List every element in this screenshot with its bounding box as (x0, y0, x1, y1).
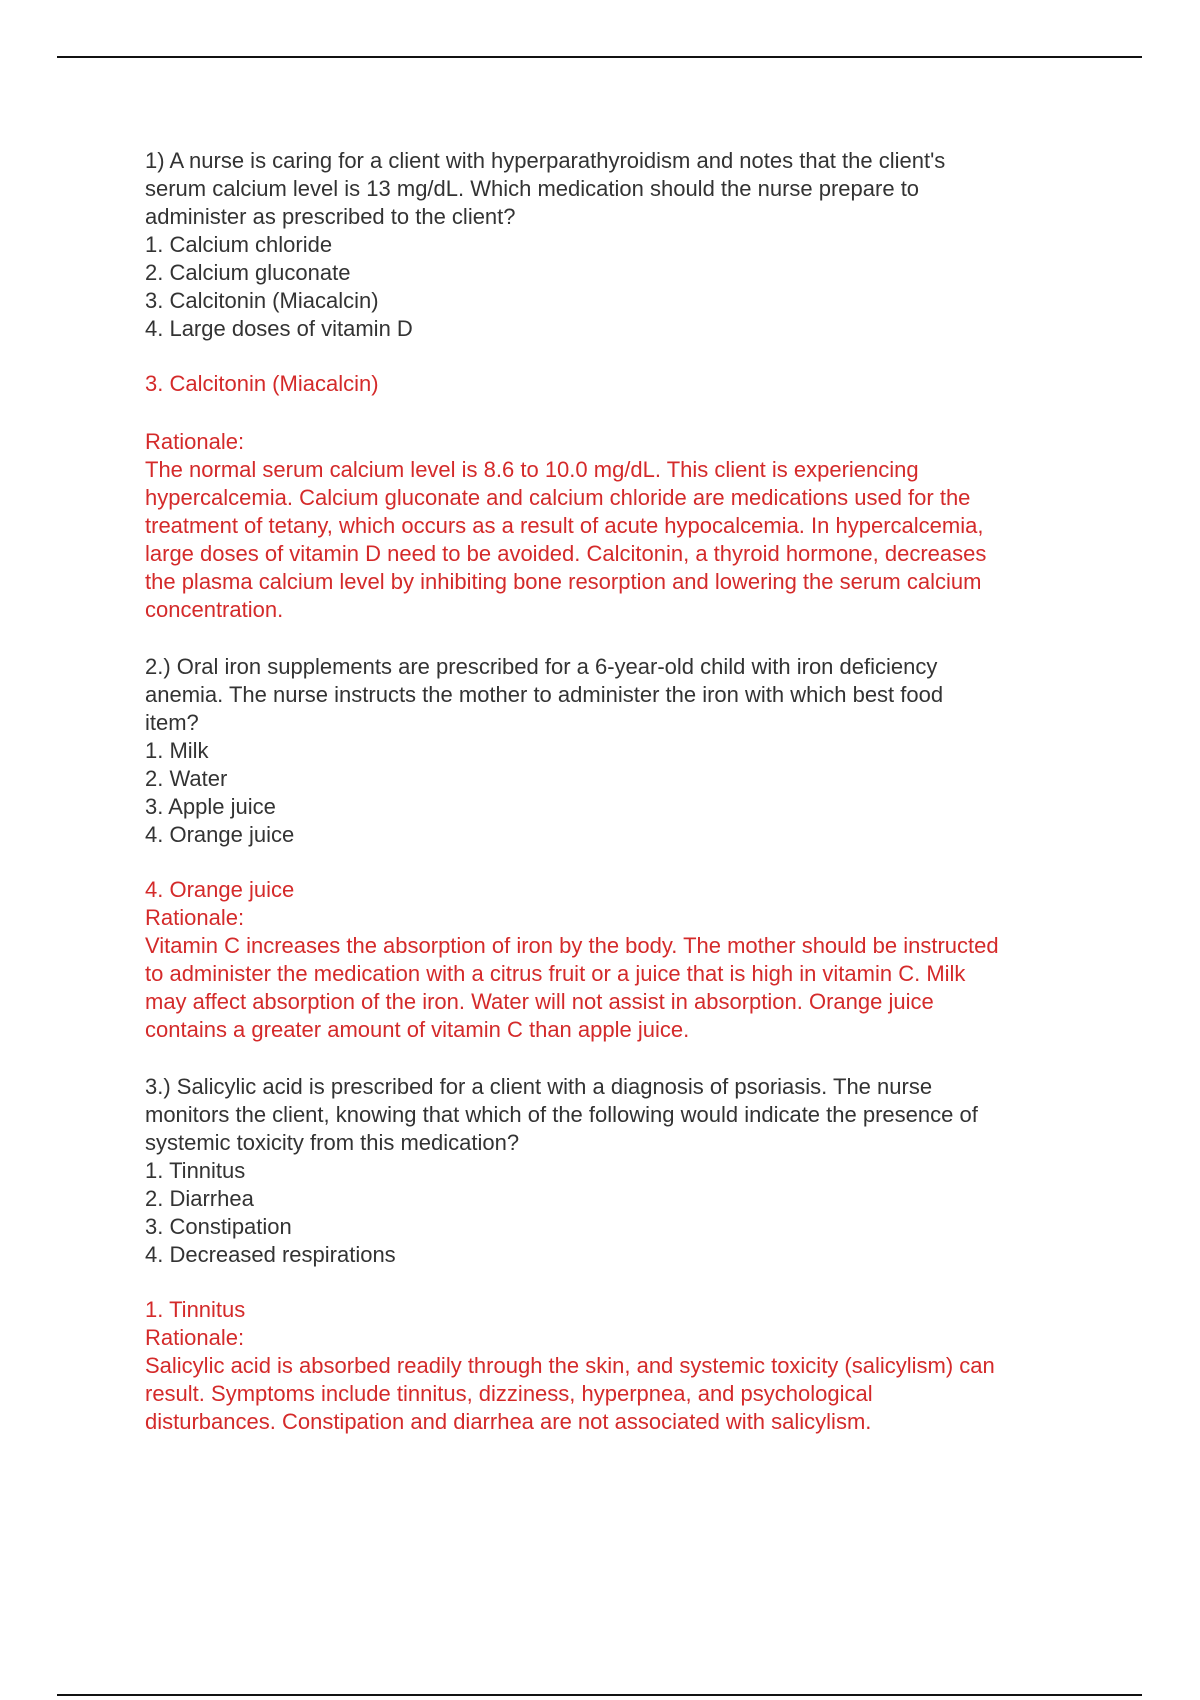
stem-line: item? (145, 710, 199, 735)
stem-line: anemia. The nurse instructs the mother to administer the iron with which best food (145, 682, 944, 707)
bottom-rule (57, 1694, 1142, 1696)
rationale-line: contains a greater amount of vitamin C than apple juice. (145, 1017, 690, 1042)
rationale-line: result. Symptoms include tinnitus, dizziness, hyperpnea, and psychological (145, 1381, 873, 1406)
option-item: 4. Orange juice (145, 822, 295, 847)
rationale-text (145, 456, 1095, 624)
rationale-line: may affect absorption of the iron. Water will not assist in absorption. Orange juice (145, 989, 934, 1014)
option-item: 2. Diarrhea (145, 1186, 254, 1211)
rationale-label: Rationale: (145, 905, 245, 930)
option-item: 3. Constipation (145, 1214, 292, 1239)
option-item: 1. Tinnitus (145, 1158, 246, 1183)
question-1 (145, 147, 1095, 624)
rationale-line: concentration. (145, 597, 284, 622)
stem-line: serum calcium level is 13 mg/dL. Which medication should the nurse prepare to (145, 176, 920, 201)
question-stem (145, 1073, 1095, 1157)
rationale-label: Rationale: (145, 429, 245, 454)
rationale-line: hypercalcemia. Calcium gluconate and calcium chloride are medications used for the (145, 485, 971, 510)
rationale-text (145, 932, 1095, 1044)
stem-line: 2.) Oral iron supplements are prescribed for a 6-year-old child with iron deficiency (145, 654, 938, 679)
question-stem (145, 147, 1095, 231)
rationale-line: Salicylic acid is absorbed readily through the skin, and systemic toxicity (salicylism) can (145, 1353, 995, 1378)
option-item: 4. Large doses of vitamin D (145, 316, 413, 341)
option-item: 1. Milk (145, 738, 209, 763)
rationale-line: Vitamin C increases the absorption of iron by the body. The mother should be instructed (145, 933, 999, 958)
rationale-line: large doses of vitamin D need to be avoided. Calcitonin, a thyroid hormone, decreases (145, 541, 987, 566)
option-item: 2. Calcium gluconate (145, 260, 351, 285)
stem-line: monitors the client, knowing that which of the following would indicate the presence of (145, 1102, 978, 1127)
rationale-line: the plasma calcium level by inhibiting bone resorption and lowering the serum calcium (145, 569, 982, 594)
rationale-line: treatment of tetany, which occurs as a result of acute hypocalcemia. In hypercalcemia, (145, 513, 984, 538)
top-rule (57, 56, 1142, 58)
answer-text: 1. Tinnitus (145, 1297, 246, 1322)
rationale-line: disturbances. Constipation and diarrhea are not associated with salicylism. (145, 1409, 872, 1434)
options-list (145, 737, 1095, 849)
rationale-text (145, 1352, 1095, 1436)
stem-line: 3.) Salicylic acid is prescribed for a client with a diagnosis of psoriasis. The nurse (145, 1074, 933, 1099)
options-list (145, 1157, 1095, 1269)
question-2 (145, 653, 1095, 1044)
options-list (145, 231, 1095, 343)
option-item: 3. Calcitonin (Miacalcin) (145, 288, 379, 313)
rationale-line: to administer the medication with a citrus fruit or a juice that is high in vitamin C. Milk (145, 961, 966, 986)
option-item: 3. Apple juice (145, 794, 276, 819)
option-item: 1. Calcium chloride (145, 232, 333, 257)
question-stem (145, 653, 1095, 737)
stem-line: systemic toxicity from this medication? (145, 1130, 520, 1155)
question-3 (145, 1073, 1095, 1436)
option-item: 4. Decreased respirations (145, 1242, 396, 1267)
answer-text: 4. Orange juice (145, 877, 295, 902)
document-body (145, 147, 1095, 1436)
stem-line: administer as prescribed to the client? (145, 204, 516, 229)
option-item: 2. Water (145, 766, 228, 791)
rationale-line: The normal serum calcium level is 8.6 to 10.0 mg/dL. This client is experiencing (145, 457, 919, 482)
stem-line: 1) A nurse is caring for a client with hyperparathyroidism and notes that the client's (145, 148, 946, 173)
rationale-label: Rationale: (145, 1325, 245, 1350)
answer-text: 3. Calcitonin (Miacalcin) (145, 371, 379, 396)
